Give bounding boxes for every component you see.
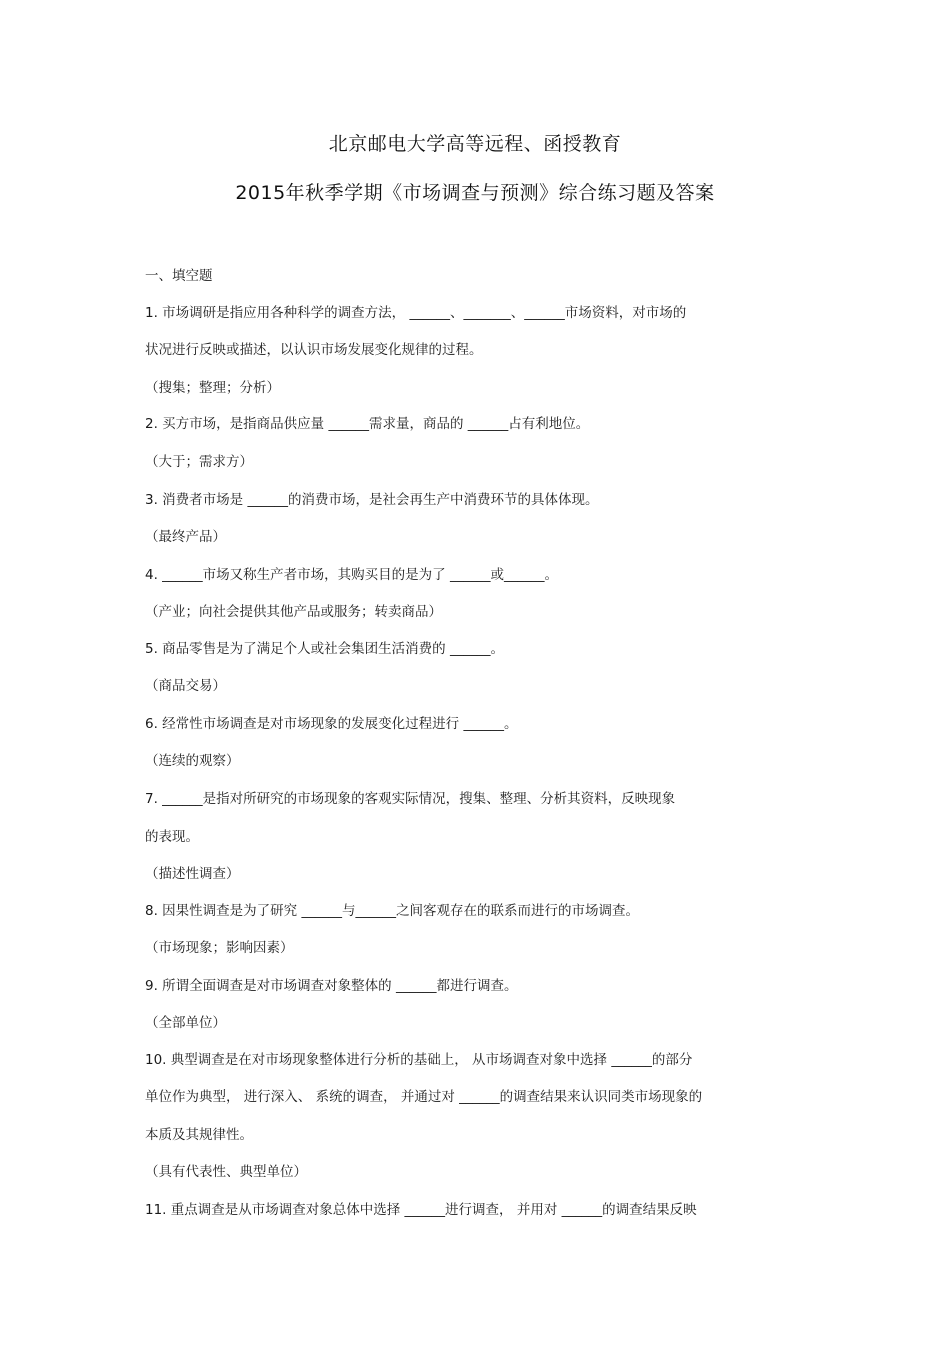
answer-text: （最终产品） (145, 529, 226, 545)
question-text: 6. 经常性市场调查是对市场现象的发展变化过程进行 ______。 (145, 716, 518, 732)
question-text: 2. 买方市场，是指商品供应量 ______需求量，商品的 ______占有利地位。 (145, 416, 590, 432)
question-text: 单位作为典型， 进行深入、 系统的调查， 并通过对 ______的调查结果来认识同类市场现象的 (145, 1089, 703, 1105)
question-text: 10. 典型调查是在对市场现象整体进行分析的基础上， 从市场调查对象中选择 ______的部分 (145, 1052, 693, 1068)
question-text: 3. 消费者市场是 ______的消费市场，是社会再生产中消费环节的具体体现。 (145, 492, 599, 508)
document-title: 北京邮电大学高等远程、函授教育 (328, 133, 622, 155)
answer-text: （搜集；整理；分析） (145, 380, 280, 396)
question-text: 4. ______市场又称生产者市场，其购买目的是为了 ______或______。 (145, 567, 558, 583)
section-heading: 一、填空题 (145, 268, 213, 284)
answer-text: （描述性调查） (145, 866, 240, 882)
question-text: 1. 市场调研是指应用各种科学的调查方法， ______、_______、______市场资料，对市场的 (145, 305, 687, 321)
question-text: 状况进行反映或描述，以认识市场发展变化规律的过程。 (145, 342, 483, 358)
answer-text: （连续的观察） (145, 753, 240, 769)
question-text: 本质及其规律性。 (145, 1127, 253, 1143)
question-text: 8. 因果性调查是为了研究 ______与______之间客观存在的联系而进行的市场调查。 (145, 903, 639, 919)
question-text: 的表现。 (145, 829, 199, 845)
question-text: 5. 商品零售是为了满足个人或社会集团生活消费的 ______。 (145, 641, 504, 657)
question-text: 9. 所谓全面调查是对市场调查对象整体的 ______都进行调查。 (145, 978, 518, 994)
question-text: 7. ______是指对所研究的市场现象的客观实际情况，搜集、整理、分析其资料，反映现象 (145, 791, 676, 807)
question-text: 11. 重点调查是从市场调查对象总体中选择 ______进行调查， 并用对 ______的调查结果反映 (145, 1202, 697, 1218)
document-subtitle: 2015年秋季学期《市场调查与预测》综合练习题及答案 (235, 182, 715, 204)
answer-text: （大于；需求方） (145, 454, 253, 470)
answer-text: （具有代表性、典型单位） (145, 1164, 307, 1180)
answer-text: （全部单位） (145, 1015, 226, 1031)
answer-text: （市场现象；影响因素） (145, 940, 294, 956)
answer-text: （商品交易） (145, 678, 226, 694)
answer-text: （产业；向社会提供其他产品或服务；转卖商品） (145, 604, 442, 620)
